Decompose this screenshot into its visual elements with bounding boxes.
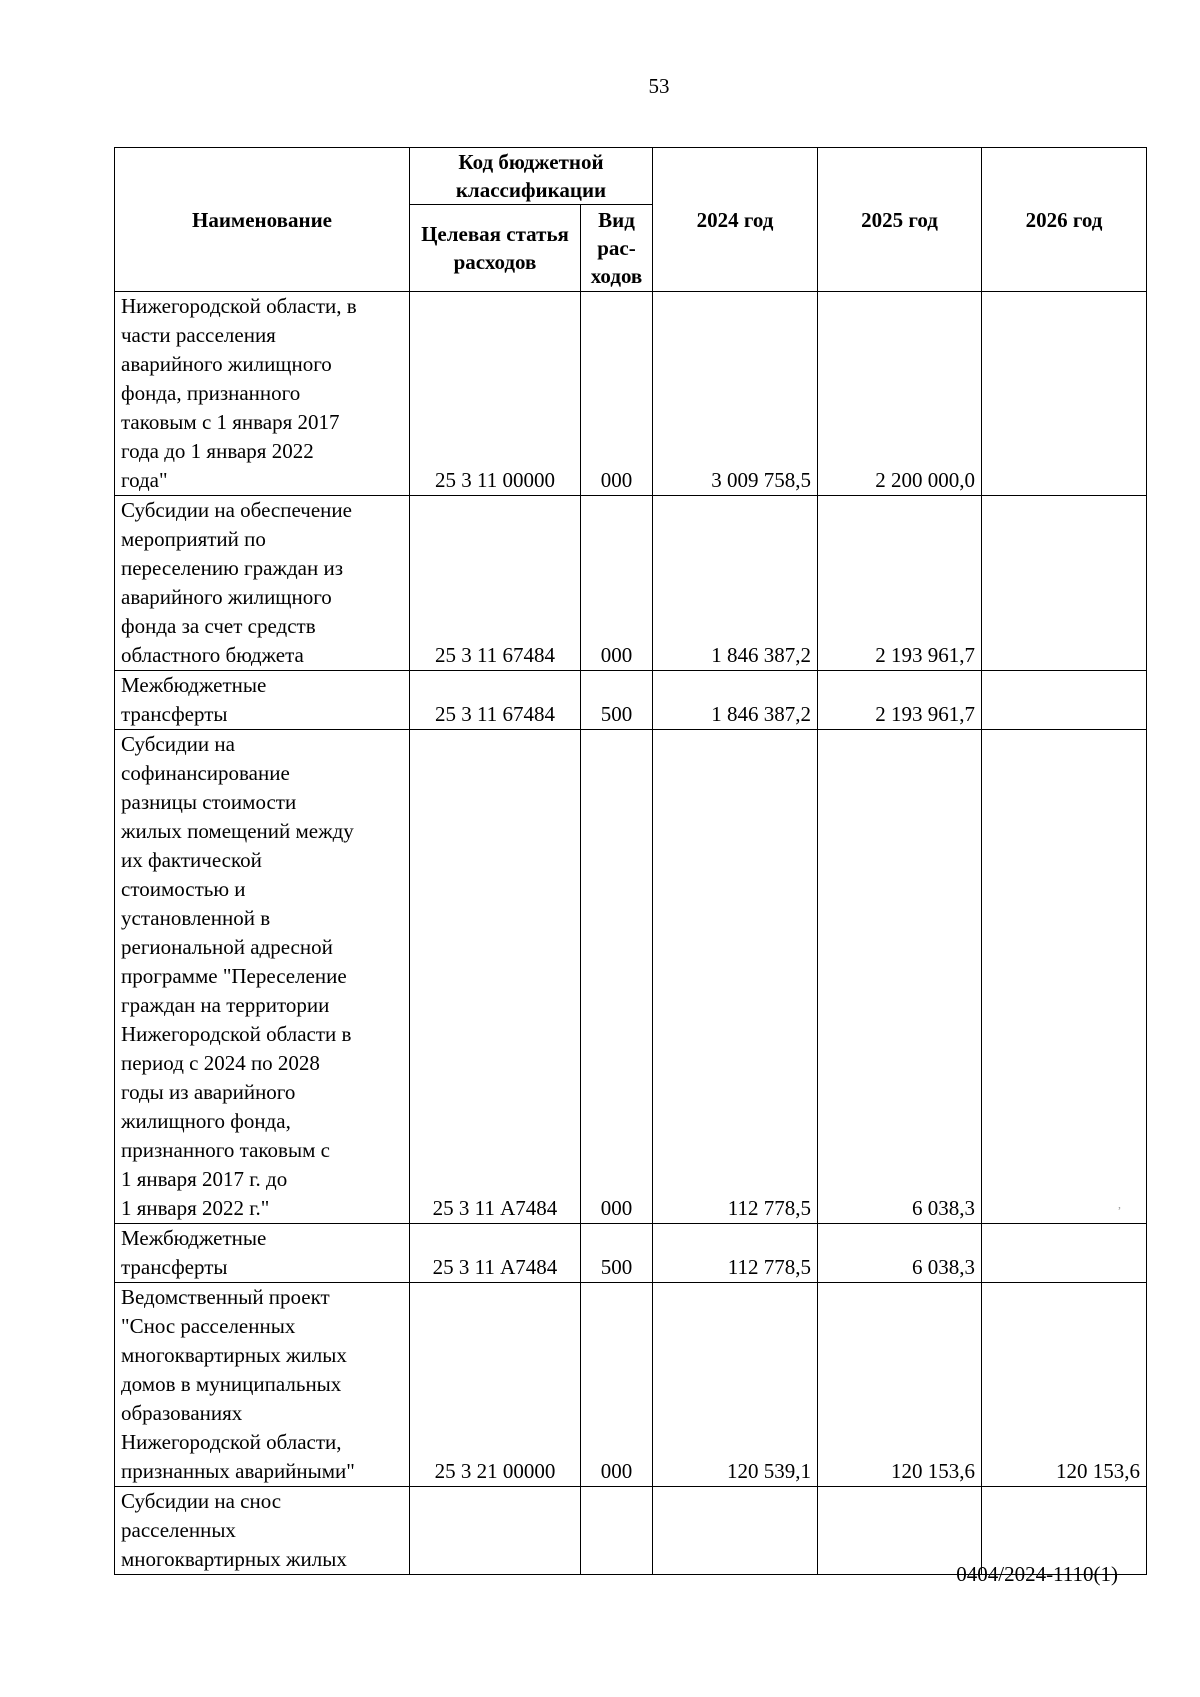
row-2024-cell: 120 539,1 bbox=[653, 1283, 818, 1487]
row-type-cell: 000 bbox=[581, 730, 653, 1224]
row-code-cell: 25 3 11 67484 bbox=[410, 496, 581, 671]
table-row bbox=[115, 730, 1147, 1224]
row-2026-cell bbox=[982, 496, 1147, 671]
row-2026-cell bbox=[982, 671, 1147, 730]
row-type-cell bbox=[581, 1487, 653, 1575]
row-2025-cell: 120 153,6 bbox=[818, 1283, 982, 1487]
row-2026-cell bbox=[982, 730, 1147, 1224]
row-2025-cell: 2 193 961,7 bbox=[818, 671, 982, 730]
table-body bbox=[115, 292, 1147, 1575]
row-type-cell: 000 bbox=[581, 496, 653, 671]
table-row bbox=[115, 1224, 1147, 1283]
row-name-cell: Межбюджетные трансферты bbox=[115, 671, 410, 730]
row-2024-cell: 112 778,5 bbox=[653, 730, 818, 1224]
header-year-2025: 2025 год bbox=[818, 148, 982, 292]
row-2026-cell bbox=[982, 292, 1147, 496]
row-2025-cell: 6 038,3 bbox=[818, 730, 982, 1224]
row-type-cell: 000 bbox=[581, 1283, 653, 1487]
header-target-article: Целевая статья расходов bbox=[410, 205, 581, 292]
row-name-cell: Нижегородской области, в части расселения аварийного жилищного фонда, признанного таковым с 1 января 2017 года до 1 января 2022 года" bbox=[115, 292, 410, 496]
table-row bbox=[115, 1283, 1147, 1487]
row-code-cell: 25 3 21 00000 bbox=[410, 1283, 581, 1487]
row-type-cell: 000 bbox=[581, 292, 653, 496]
table-header-row bbox=[115, 148, 1147, 205]
row-code-cell: 25 3 11 А7484 bbox=[410, 730, 581, 1224]
row-code-cell bbox=[410, 1487, 581, 1575]
row-2024-cell bbox=[653, 1487, 818, 1575]
row-type-cell: 500 bbox=[581, 671, 653, 730]
row-name-cell: Ведомственный проект "Снос расселенных многоквартирных жилых домов в муниципальных образованиях Нижегородской области, признанных аварийными" bbox=[115, 1283, 410, 1487]
row-2025-cell: 2 193 961,7 bbox=[818, 496, 982, 671]
document-code: 0404/2024-1110(1) bbox=[956, 1562, 1118, 1586]
row-name-cell: Субсидии на обеспечение мероприятий по переселению граждан из аварийного жилищного фонда за счет средств областного бюджета bbox=[115, 496, 410, 671]
scan-mark: , bbox=[1118, 1197, 1121, 1211]
row-2025-cell: 6 038,3 bbox=[818, 1224, 982, 1283]
table-row bbox=[115, 496, 1147, 671]
header-year-2024: 2024 год bbox=[653, 148, 818, 292]
row-2024-cell: 112 778,5 bbox=[653, 1224, 818, 1283]
row-name-cell: Субсидии на снос расселенных многоквартирных жилых bbox=[115, 1487, 410, 1575]
header-expense-type: Вид рас-ходов bbox=[581, 205, 653, 292]
table-row bbox=[115, 671, 1147, 730]
budget-table bbox=[114, 147, 1147, 1575]
row-type-cell: 500 bbox=[581, 1224, 653, 1283]
header-year-2026: 2026 год bbox=[982, 148, 1147, 292]
header-code-group: Код бюджетной классификации bbox=[410, 148, 653, 205]
row-2025-cell: 2 200 000,0 bbox=[818, 292, 982, 496]
row-2024-cell: 3 009 758,5 bbox=[653, 292, 818, 496]
row-code-cell: 25 3 11 00000 bbox=[410, 292, 581, 496]
header-name: Наименование bbox=[115, 148, 410, 292]
row-2026-cell bbox=[982, 1224, 1147, 1283]
row-code-cell: 25 3 11 А7484 bbox=[410, 1224, 581, 1283]
row-name-cell: Субсидии на софинансирование разницы стоимости жилых помещений между их фактической стоимостью и установленной в региональной адресной программе "Переселение граждан на территории Нижегородской области в период с 2024 по 2028 годы из аварийного жилищного фонда, признанного таковым с 1 января 2017 г. до 1 января 2022 г." bbox=[115, 730, 410, 1224]
page-number: 53 bbox=[648, 74, 670, 98]
table-row bbox=[115, 292, 1147, 496]
row-2024-cell: 1 846 387,2 bbox=[653, 496, 818, 671]
row-2026-cell: 120 153,6 bbox=[982, 1283, 1147, 1487]
row-name-cell: Межбюджетные трансферты bbox=[115, 1224, 410, 1283]
row-code-cell: 25 3 11 67484 bbox=[410, 671, 581, 730]
row-2024-cell: 1 846 387,2 bbox=[653, 671, 818, 730]
